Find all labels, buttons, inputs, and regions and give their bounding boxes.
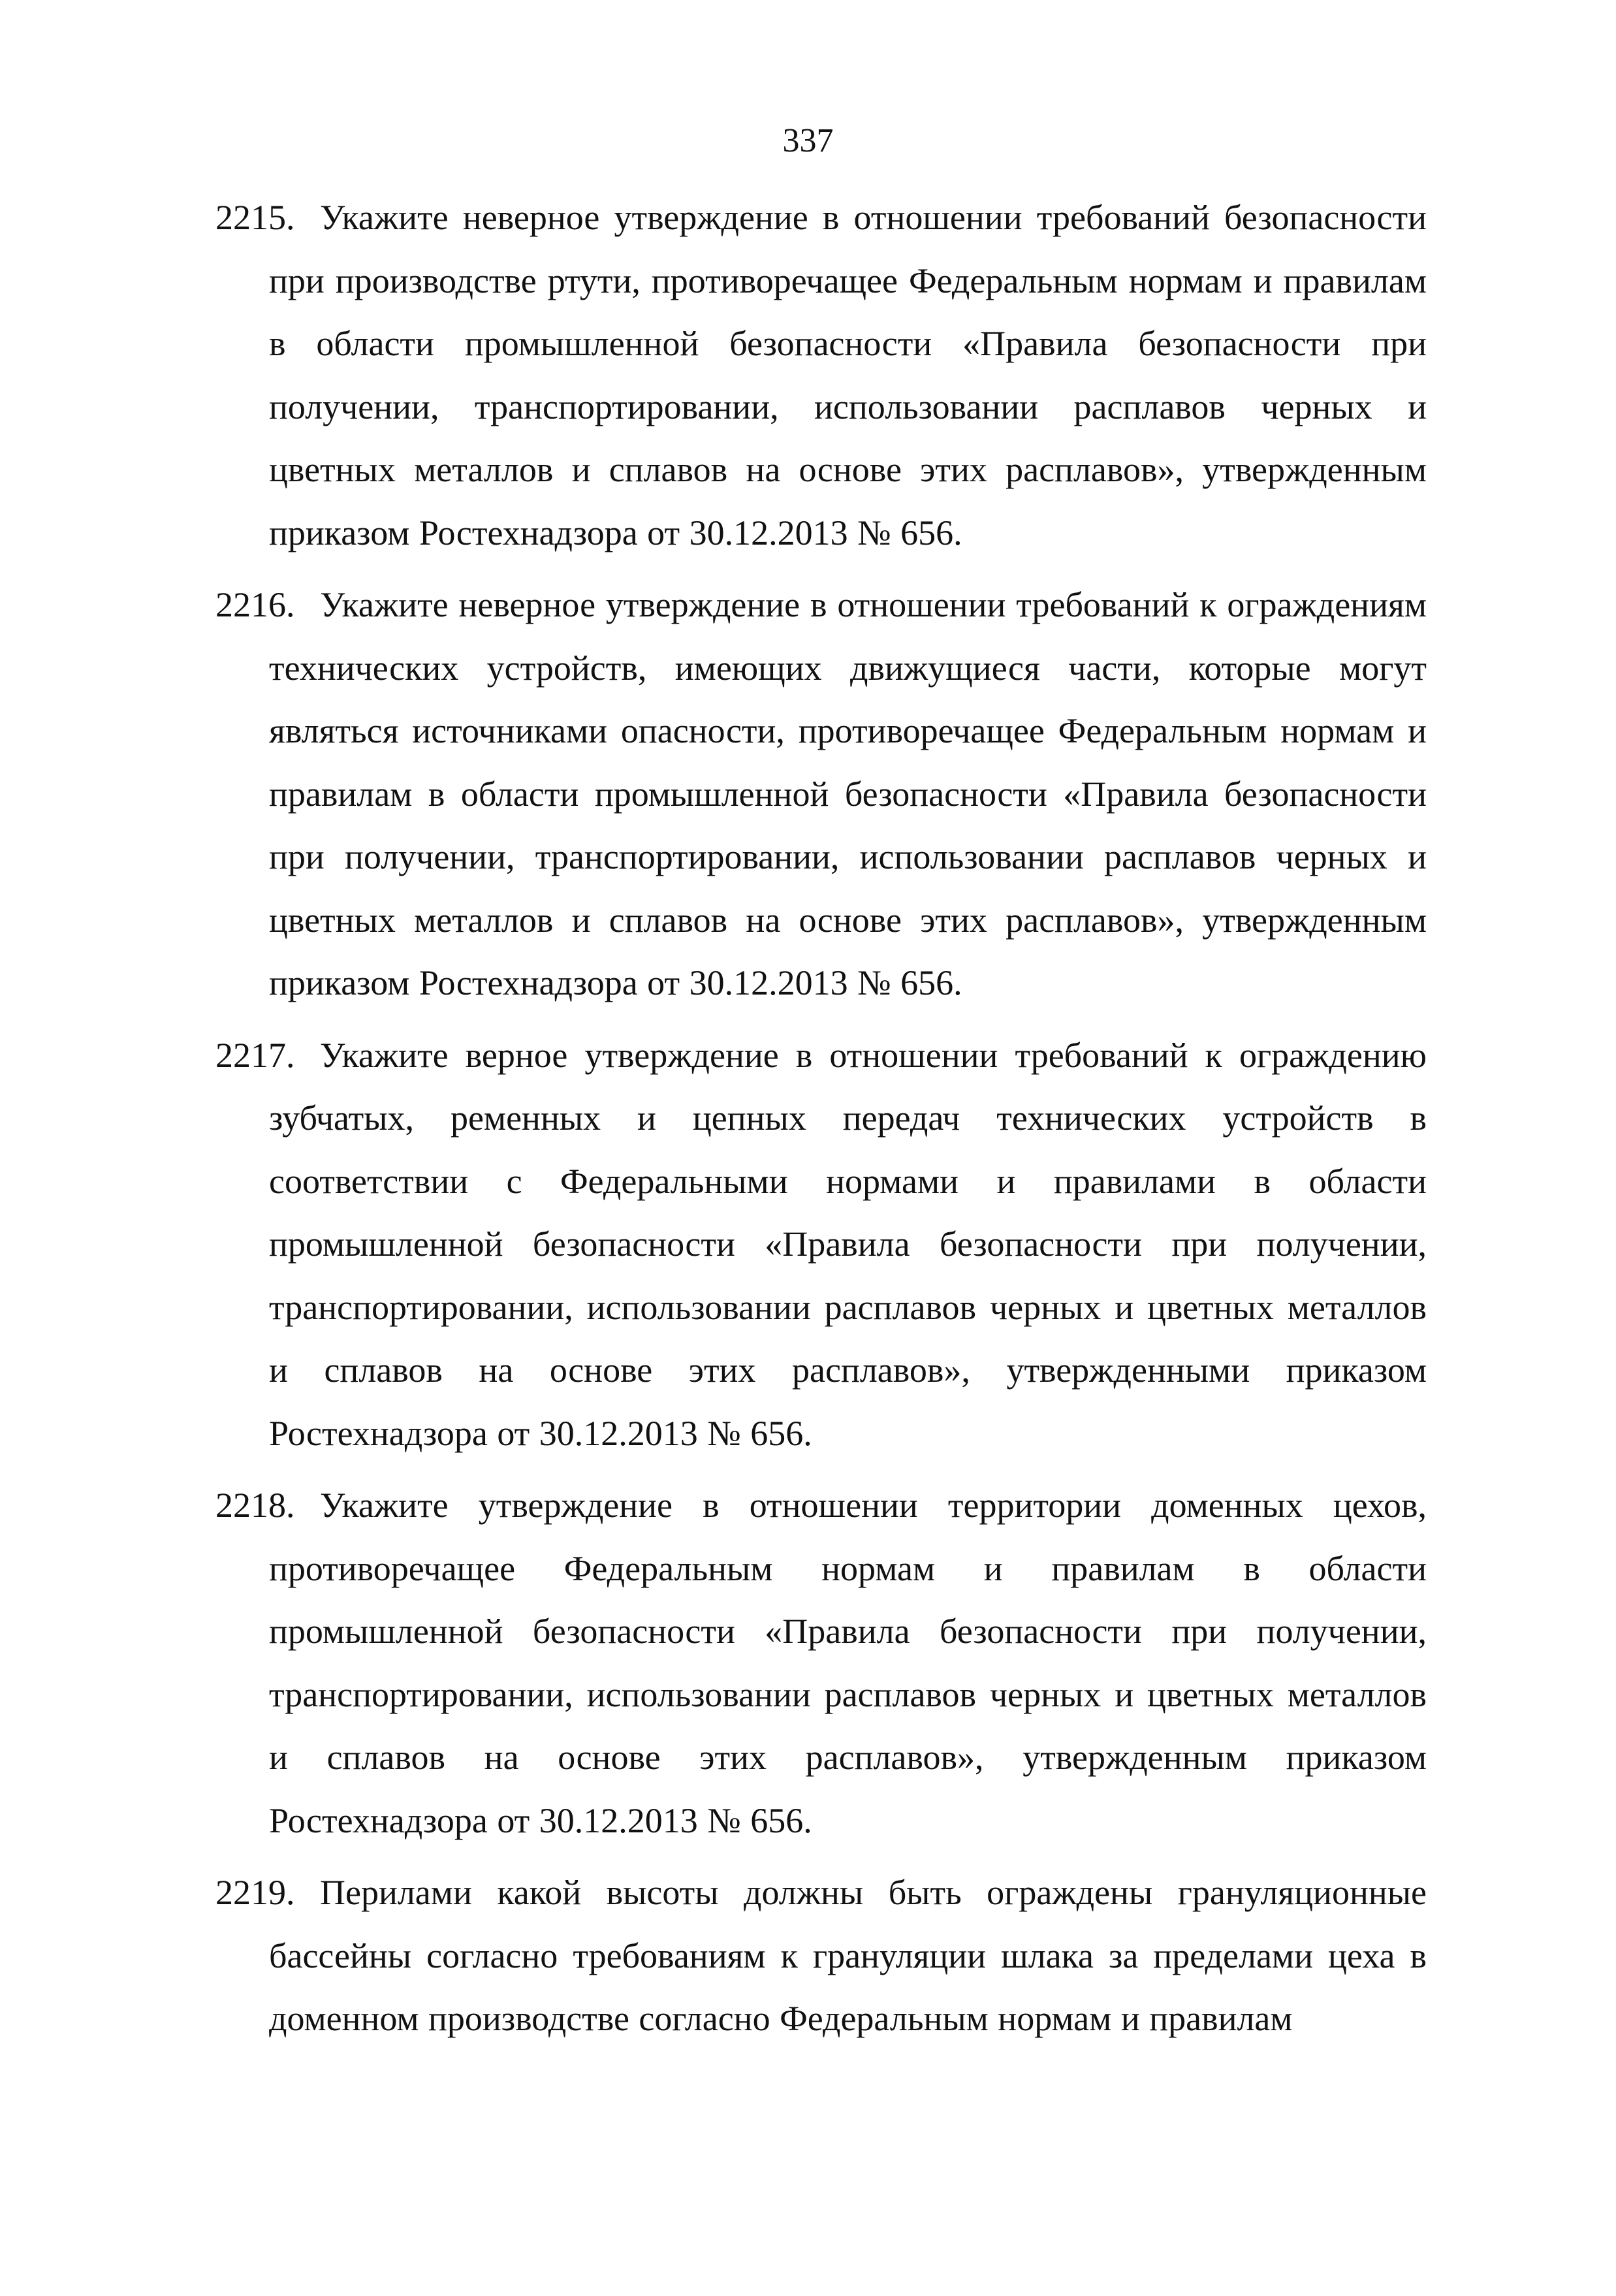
- question-item: [215, 1024, 1427, 1465]
- question-text: Укажите неверное утверждение в отношении требований к ограждениям технических устройств, имеющих движущиеся части, которые могут являться источниками опасности, противоречащее Федеральным нормам и правилам в области промышленной безопасности «Правила безопасности при получении, транспортировании, использовании расплавов черных и цветных металлов и сплавов на основе этих расплавов», утвержденным приказом Ростехнадзора от 30.12.2013 № 656.: [269, 585, 1427, 1002]
- question-number: 2218.: [215, 1486, 295, 1525]
- question-item: [215, 1474, 1427, 1852]
- page-number: 337: [782, 122, 834, 159]
- question-text: Укажите утверждение в отношении территории доменных цехов, противоречащее Федеральным нормам и правилам в области промышленной безопасности «Правила безопасности при получении, транспортировании, использовании расплавов черных и цветных металлов и сплавов на основе этих расплавов», утвержденным приказом Ростехнадзора от 30.12.2013 № 656.: [269, 1486, 1427, 1840]
- question-list: [215, 186, 1427, 2060]
- question-text: Перилами какой высоты должны быть ограждены грануляционные бассейны согласно требованиям к грануляции шлака за пределами цеха в доменном производстве согласно Федеральным нормам и правилам: [269, 1873, 1427, 2038]
- question-text: Укажите верное утверждение в отношении требований к ограждению зубчатых, ременных и цепных передач технических устройств в соответствии с Федеральными нормами и правилами в области промышленной безопасности «Правила безопасности при получении, транспортировании, использовании расплавов черных и цветных металлов и сплавов на основе этих расплавов», утвержденными приказом Ростехнадзора от 30.12.2013 № 656.: [269, 1035, 1427, 1453]
- question-item: [215, 573, 1427, 1015]
- question-number: 2216.: [215, 585, 295, 624]
- question-number: 2217.: [215, 1035, 295, 1075]
- question-text: Укажите неверное утверждение в отношении требований безопасности при производстве ртути, противоречащее Федеральным нормам и правилам в области промышленной безопасности «Правила безопасности при получении, транспортировании, использовании расплавов черных и цветных металлов и сплавов на основе этих расплавов», утвержденным приказом Ростехнадзора от 30.12.2013 № 656.: [269, 198, 1427, 552]
- question-item: [215, 186, 1427, 564]
- question-item: [215, 1861, 1427, 2050]
- question-number: 2215.: [215, 198, 295, 237]
- question-number: 2219.: [215, 1873, 295, 1912]
